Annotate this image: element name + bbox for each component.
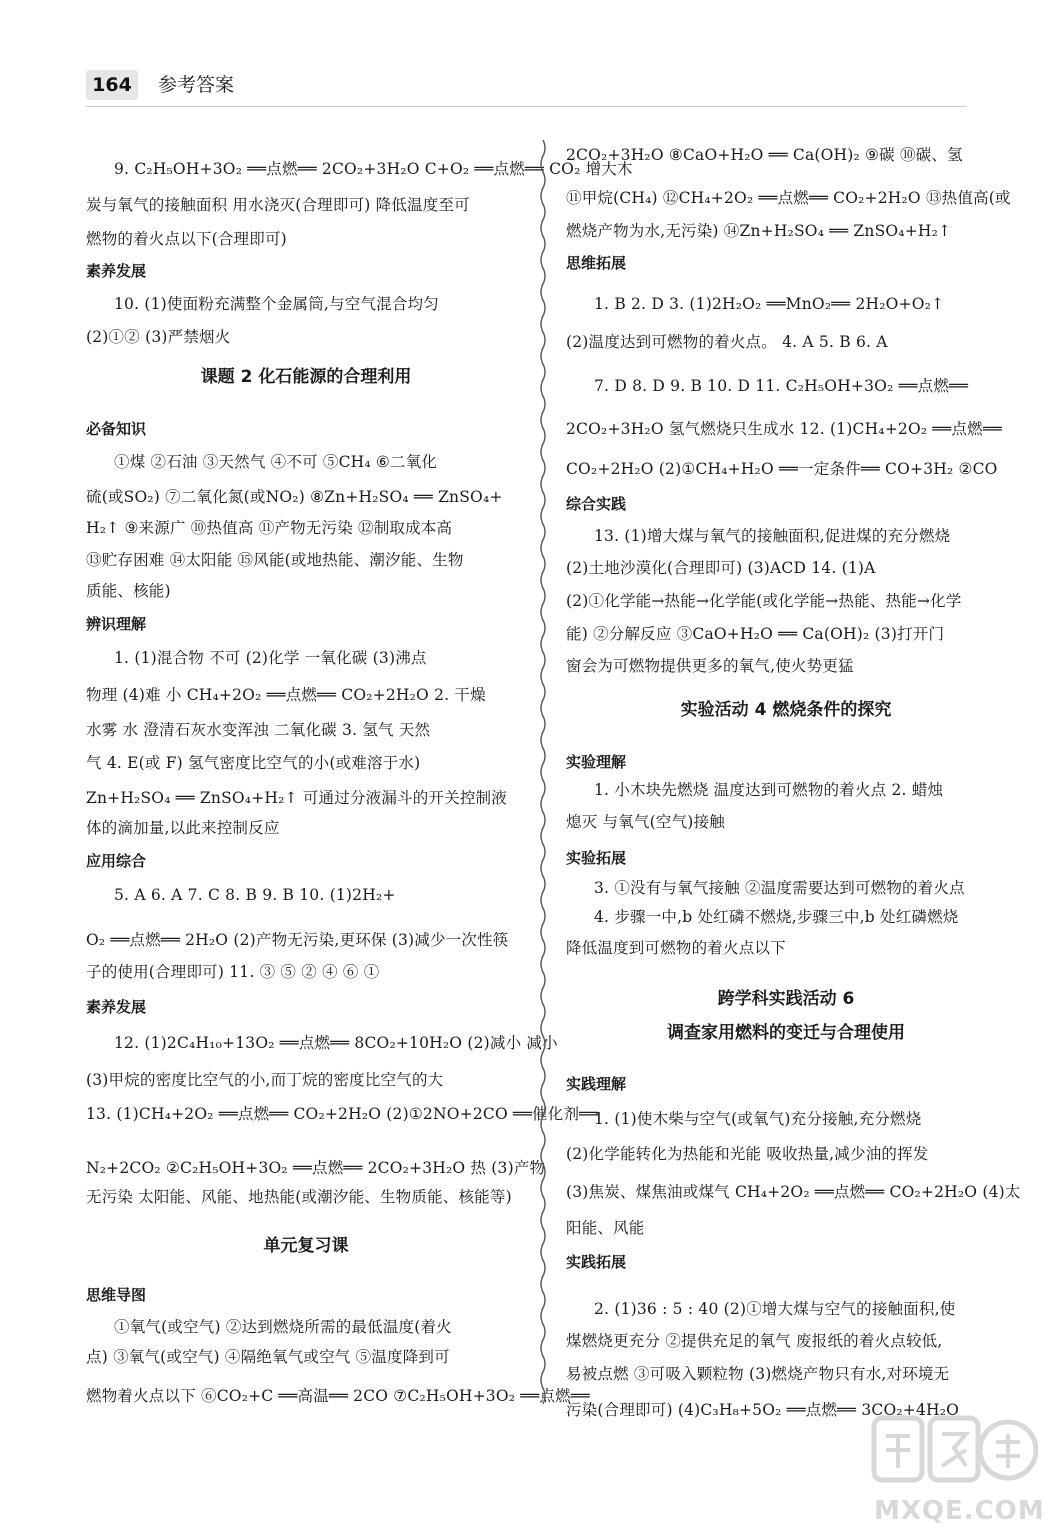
answer-line: 12. (1)2C₄H₁₀+13O₂ ══点燃══ 8CO₂+10H₂O (2)减小 减小	[114, 1034, 558, 1052]
answer-line: (2)化学能转化为热能和光能 吸收热量,减少油的挥发	[566, 1145, 929, 1163]
answer-line: 3. ①没有与氧气接触 ②温度需要达到可燃物的着火点	[594, 879, 965, 897]
answer-line: (2)①② (3)严禁烟火	[86, 328, 231, 346]
section-label: 必备知识	[86, 420, 147, 438]
lesson-heading: 跨学科实践活动 6	[717, 989, 855, 1009]
answer-line: 硫(或SO₂) ⑦二氧化氮(或NO₂) ⑧Zn+H₂SO₄ ══ ZnSO₄+	[86, 488, 503, 506]
answer-line: 7. D 8. D 9. B 10. D 11. C₂H₅OH+3O₂ ══点燃══	[594, 377, 969, 395]
section-label: 思维拓展	[566, 254, 627, 272]
answer-line: 窗会为可燃物提供更多的氧气,使火势更猛	[566, 657, 854, 675]
answer-line: 无污染 太阳能、风能、地热能(或潮汐能、生物质能、核能等)	[86, 1188, 512, 1206]
answer-line: (2)土地沙漠化(合理即可) (3)ACD 14. (1)A	[566, 559, 876, 577]
answer-line: 气 4. E(或 F) 氢气密度比空气的小(或难溶于水)	[86, 754, 421, 772]
section-label: 思维导图	[86, 1286, 147, 1304]
section-label: 素养发展	[86, 998, 147, 1016]
answer-line: (3)焦炭、煤焦油或煤气 CH₄+2O₂ ══点燃══ CO₂+2H₂O (4)太	[566, 1183, 1021, 1201]
answer-line: ⑪甲烷(CH₄) ⑫CH₄+2O₂ ══点燃══ CO₂+2H₂O ⑬热值高(或	[566, 189, 1011, 207]
answer-line: H₂↑ ⑨来源广 ⑩热值高 ⑪产物无污染 ⑫制取成本高	[86, 519, 453, 537]
answer-line: 2CO₂+3H₂O ⑧CaO+H₂O ══ Ca(OH)₂ ⑨碳 ⑩碳、氢	[566, 146, 963, 164]
page-number: 164	[86, 70, 138, 100]
answer-line: 2. (1)36 : 5 : 40 (2)①增大煤与空气的接触面积,使	[594, 1300, 956, 1318]
answer-line: 水雾 水 澄清石灰水变浑浊 二氧化碳 3. 氢气 天然	[86, 721, 431, 739]
lesson-heading: 课题 2 化石能源的合理利用	[200, 367, 412, 387]
answer-line: O₂ ══点燃══ 2H₂O (2)产物无污染,更环保 (3)减少一次性筷	[86, 931, 509, 949]
answer-line: 易被点燃 ③可吸入颗粒物 (3)燃烧产物只有水,对环境无	[566, 1365, 950, 1383]
answer-line: N₂+2CO₂ ②C₂H₅OH+3O₂ ══点燃══ 2CO₂+3H₂O 热 (3)产物	[86, 1159, 546, 1177]
answer-line: 1. 小木块先燃烧 温度达到可燃物的着火点 2. 蜡烛	[594, 781, 944, 799]
answer-line: 2CO₂+3H₂O 氢气燃烧只生成水 12. (1)CH₄+2O₂ ══点燃══	[566, 420, 1002, 438]
answer-line: 子的使用(合理即可) 11. ③ ⑤ ② ④ ⑥ ①	[86, 963, 380, 981]
answer-line: Zn+H₂SO₄ ══ ZnSO₄+H₂↑ 可通过分液漏斗的开关控制液	[86, 789, 507, 807]
answer-line: 炭与氧气的接触面积 用水浇灭(合理即可) 降低温度至可	[86, 196, 470, 214]
answer-line: 熄灭 与氧气(空气)接触	[566, 813, 725, 831]
answer-line: 能) ②分解反应 ③CaO+H₂O ══ Ca(OH)₂ (3)打开门	[566, 625, 945, 643]
answer-line: 1. (1)使木柴与空气(或氧气)充分接触,充分燃烧	[594, 1110, 922, 1128]
lesson-heading: 调查家用燃料的变迁与合理使用	[667, 1023, 905, 1043]
answer-line: 1. B 2. D 3. (1)2H₂O₂ ══MnO₂══ 2H₂O+O₂↑	[594, 295, 945, 313]
section-label: 实验理解	[566, 753, 627, 771]
answer-line: 13. (1)CH₄+2O₂ ══点燃══ CO₂+2H₂O (2)①2NO+2CO ══催化剂══	[86, 1105, 599, 1123]
watermark-url: MXQE.COM	[874, 1496, 1045, 1526]
section-label: 综合实践	[566, 495, 627, 513]
lesson-heading: 单元复习课	[263, 1236, 349, 1256]
section-label: 应用综合	[86, 852, 147, 870]
answer-line: ①氧气(或空气) ②达到燃烧所需的最低温度(着火	[114, 1318, 452, 1336]
watermark-stamp-logo	[868, 1412, 1038, 1492]
section-label: 辨识理解	[86, 615, 147, 633]
lesson-heading: 实验活动 4 燃烧条件的探究	[680, 700, 892, 720]
answer-line: 1. (1)混合物 不可 (2)化学 一氧化碳 (3)沸点	[114, 649, 427, 667]
answer-line: 降低温度到可燃物的着火点以下	[566, 939, 786, 957]
section-label: 实验拓展	[566, 849, 627, 867]
answer-line: 阳能、风能	[566, 1219, 645, 1237]
answer-line: 污染(合理即可) (4)C₃H₈+5O₂ ══点燃══ 3CO₂+4H₂O	[566, 1401, 960, 1419]
section-label: 实践理解	[566, 1075, 627, 1093]
answer-line: 燃物着火点以下 ⑥CO₂+C ══高温══ 2CO ⑦C₂H₅OH+3O₂ ══点燃══	[86, 1387, 590, 1405]
answer-line: (2)①化学能→热能→化学能(或化学能→热能、热能→化学	[566, 592, 962, 610]
answer-line: (2)温度达到可燃物的着火点。 4. A 5. B 6. A	[566, 333, 888, 351]
answer-line: 10. (1)使面粉充满整个金属筒,与空气混合均匀	[114, 295, 439, 313]
answer-line: 5. A 6. A 7. C 8. B 9. B 10. (1)2H₂+	[114, 886, 396, 904]
answer-line: 燃物的着火点以下(合理即可)	[86, 230, 287, 248]
answer-line: 9. C₂H₅OH+3O₂ ══点燃══ 2CO₂+3H₂O C+O₂ ══点燃══ CO₂ 增大木	[114, 160, 633, 178]
answer-line: 13. (1)增大煤与氧气的接触面积,促进煤的充分燃烧	[594, 527, 951, 545]
answer-line: CO₂+2H₂O (2)①CH₄+H₂O ══一定条件══ CO+3H₂ ②CO	[566, 460, 998, 478]
column-divider	[538, 140, 548, 1410]
answer-line: ①煤 ②石油 ③天然气 ④不可 ⑤CH₄ ⑥二氧化	[114, 453, 438, 471]
section-label: 实践拓展	[566, 1253, 627, 1271]
answer-line: 燃烧产物为水,无污染) ⑭Zn+H₂SO₄ ══ ZnSO₄+H₂↑	[566, 222, 952, 240]
page-header-title: 参考答案	[158, 74, 235, 96]
answer-line: 物理 (4)难 小 CH₄+2O₂ ══点燃══ CO₂+2H₂O 2. 干燥	[86, 686, 486, 704]
header-rule	[86, 106, 966, 107]
watermark	[868, 1412, 1045, 1530]
answer-line: 4. 步骤一中,b 处红磷不燃烧,步骤三中,b 处红磷燃烧	[594, 908, 959, 926]
answer-line: 点) ③氧气(或空气) ④隔绝氧气或空气 ⑤温度降到可	[86, 1348, 450, 1366]
answer-line: (3)甲烷的密度比空气的小,而丁烷的密度比空气的大	[86, 1071, 444, 1089]
answer-line: 煤燃烧更充分 ②提供充足的氧气 废报纸的着火点较低,	[566, 1332, 943, 1350]
answer-line: 质能、核能)	[86, 582, 171, 600]
answer-line: 体的滴加量,以此来控制反应	[86, 819, 280, 837]
section-label: 素养发展	[86, 262, 147, 280]
answer-line: ⑬贮存困难 ⑭太阳能 ⑮风能(或地热能、潮汐能、生物	[86, 551, 464, 569]
